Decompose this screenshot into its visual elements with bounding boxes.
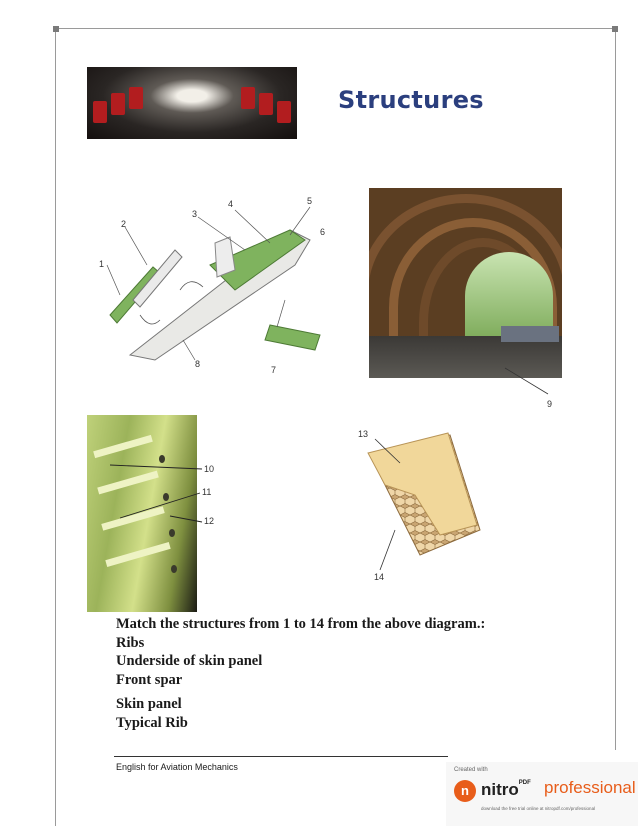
diagram-label-1: 1: [99, 259, 105, 269]
wing-structure-diagram: [95, 195, 335, 380]
diagram-label-4: 4: [228, 199, 234, 209]
exercise-item-front-spar: Front spar: [116, 671, 183, 688]
exercise-item-underside-skin-panel: Underside of skin panel: [116, 653, 263, 669]
watermark-created-with: Created with: [454, 767, 488, 773]
fuselage-frame-photo: [369, 188, 562, 378]
nitro-watermark[interactable]: [446, 762, 638, 826]
diagram-label-8: 8: [195, 359, 201, 369]
nitro-logo-icon: n: [454, 780, 476, 802]
corner-mark-top-right: [612, 26, 618, 32]
watermark-brand: nitro$^{PDF}$: [481, 780, 531, 799]
page-border-right: [615, 28, 616, 750]
diagram-label-2: 2: [121, 219, 127, 229]
footer-text: English for Aviation Mechanics: [116, 762, 238, 772]
honeycomb-panel-diagram: [355, 425, 485, 585]
exercise-item-skin-panel: Skin panel: [116, 696, 182, 712]
corner-mark-top-left: [53, 26, 59, 32]
diagram-label-7: 7: [271, 365, 277, 375]
page-border-top: [55, 28, 615, 29]
diagram-label-6: 6: [320, 227, 326, 237]
diagram-label-5: 5: [307, 196, 313, 206]
watermark-edition: professional: [544, 778, 636, 797]
page-border-left: [55, 28, 56, 826]
diagram-label-13: 13: [358, 429, 369, 439]
rib-photo-labels: [110, 460, 220, 535]
diagram-label-3: 3: [192, 209, 198, 219]
diagram-label-14: 14: [374, 572, 385, 582]
diagram-label-9: 9: [547, 399, 553, 409]
diagram-label-10: 10: [204, 464, 215, 474]
exercise-item-typical-rib: Typical Rib: [116, 714, 188, 731]
exercise-item-ribs: Ribs: [116, 634, 145, 651]
footer-divider: [114, 756, 448, 757]
watermark-tagline: download the free trial online at nitropdf.com/professional: [481, 806, 596, 811]
exercise-instruction: Match the structures from 1 to 14 from the above diagram.:: [116, 616, 486, 632]
page-title: Structures: [338, 86, 484, 114]
diagram-label-12: 12: [204, 516, 215, 526]
cabin-header-image: [87, 67, 297, 139]
fuselage-label-leader: [500, 360, 560, 410]
matching-exercise: [116, 615, 485, 732]
diagram-label-11: 11: [202, 487, 212, 497]
